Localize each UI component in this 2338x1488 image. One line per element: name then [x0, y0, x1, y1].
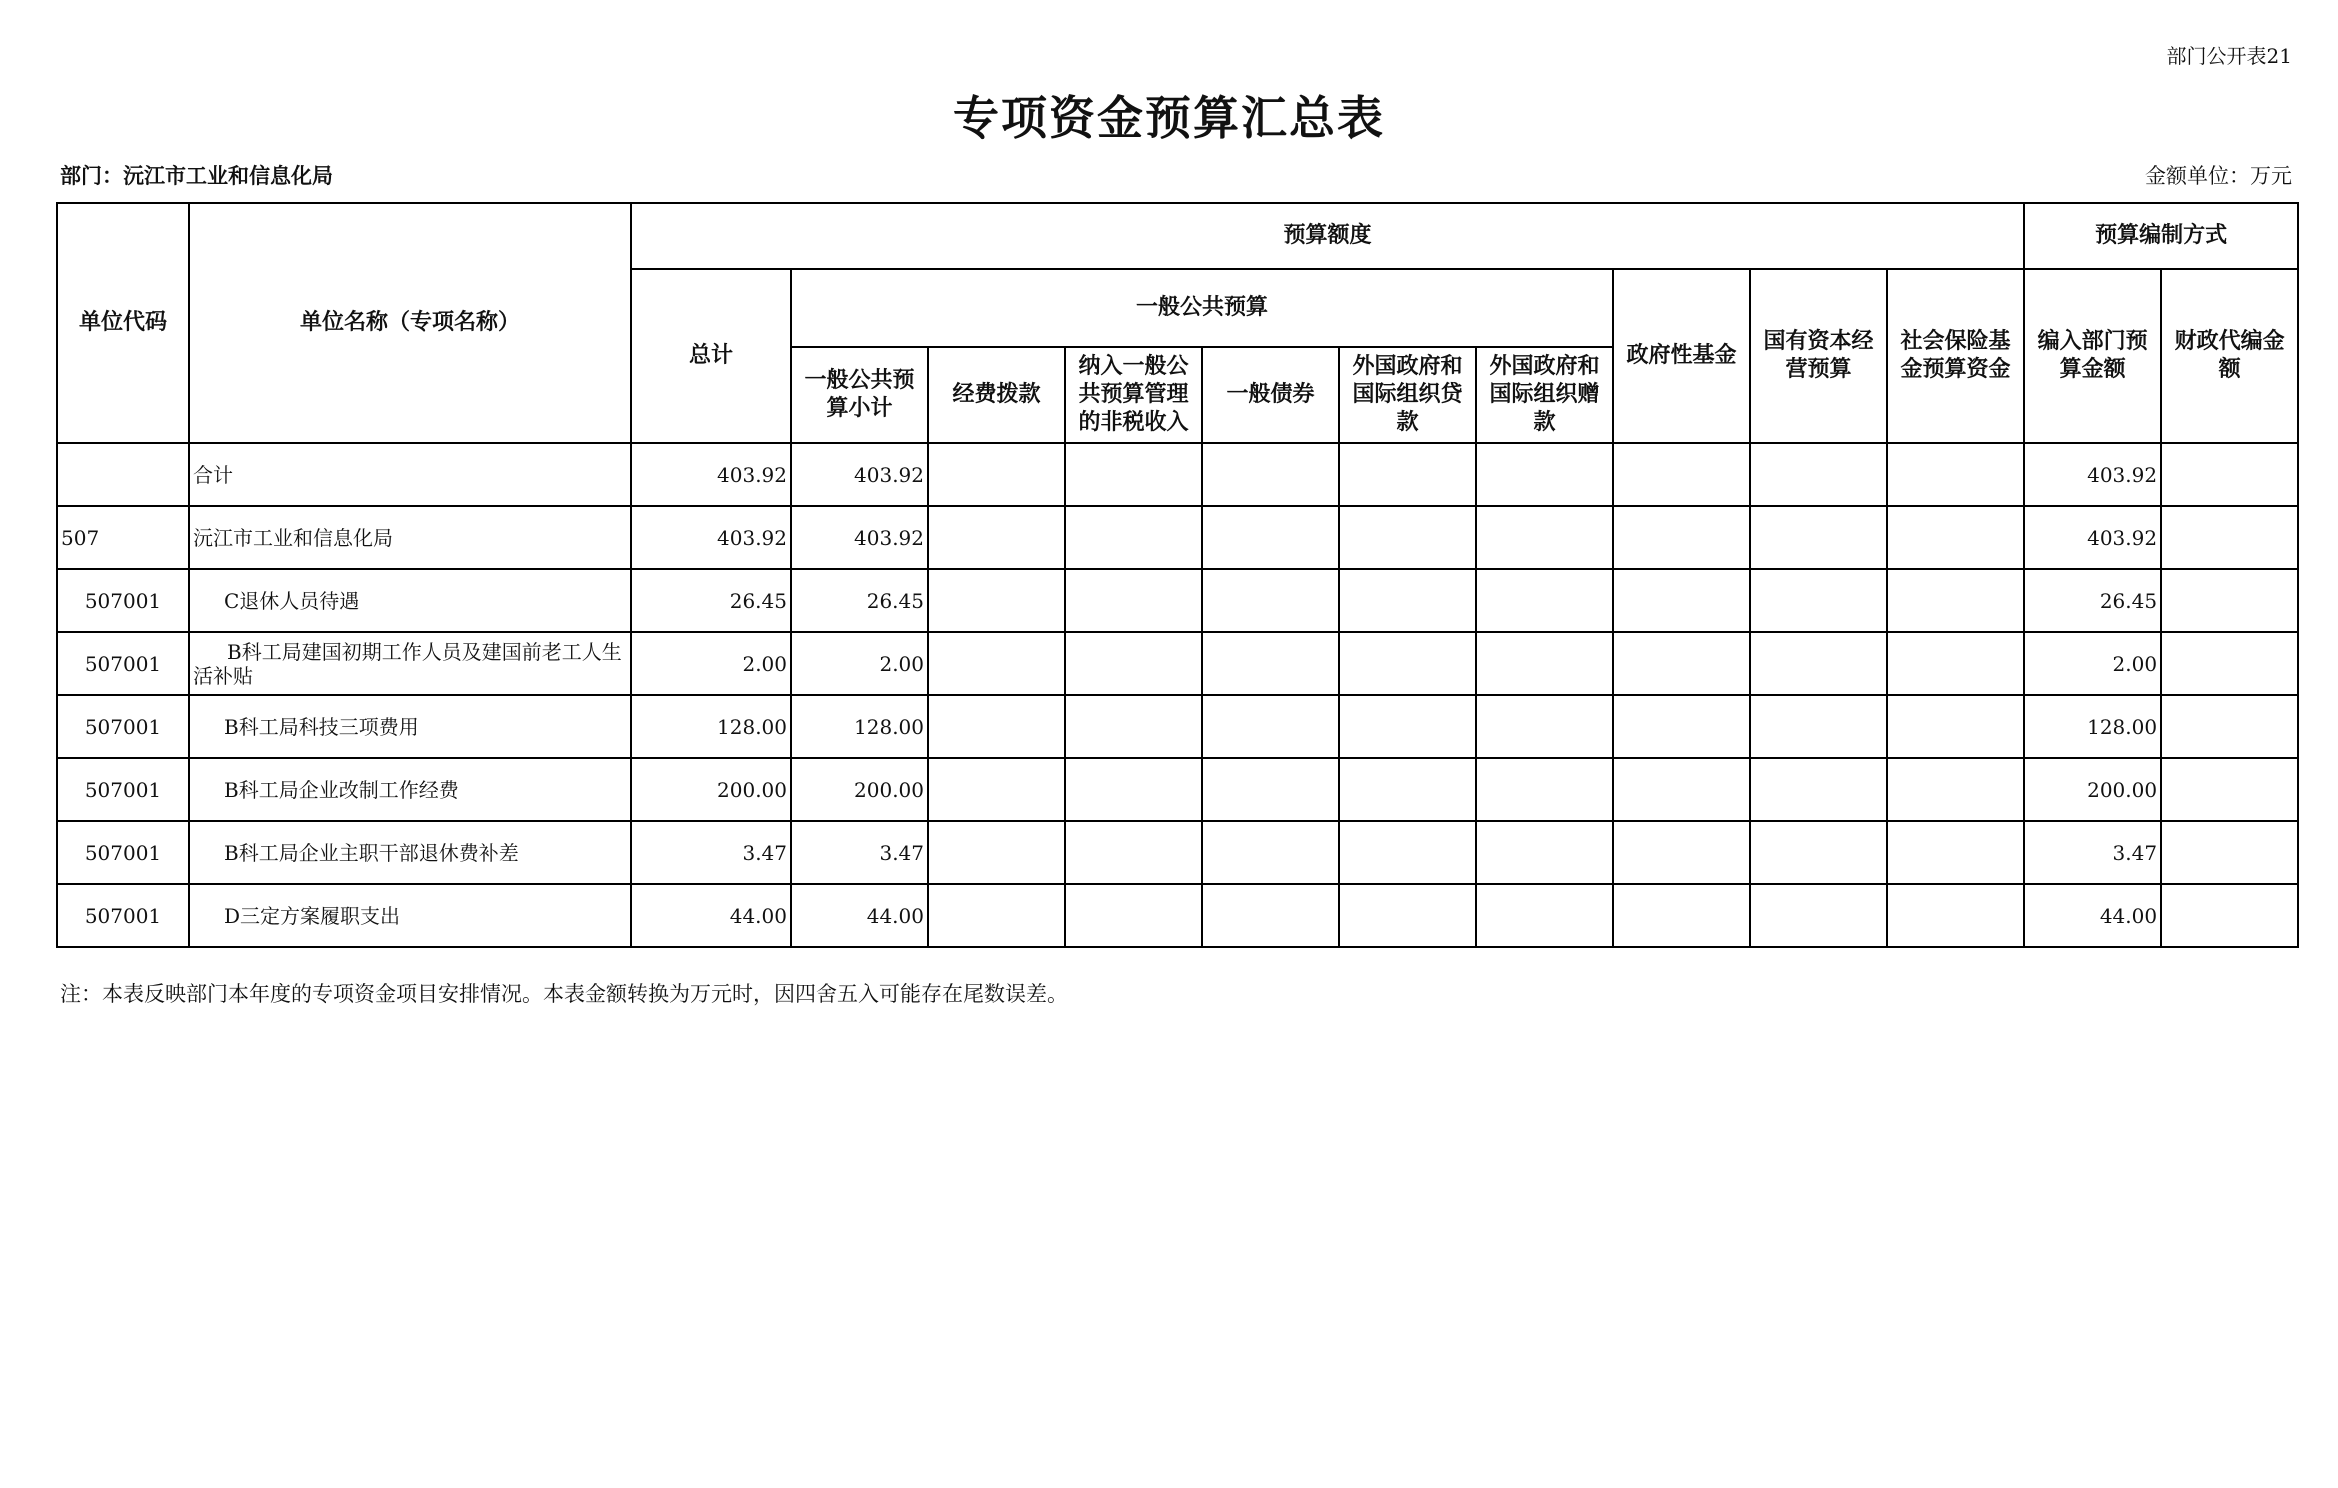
- row-dept-amount: 403.92: [2024, 506, 2161, 569]
- empty-cell: [1202, 821, 1339, 884]
- row-dept-amount: 44.00: [2024, 884, 2161, 947]
- empty-cell: [928, 632, 1065, 695]
- row-code: 507001: [57, 632, 189, 695]
- row-total: 3.47: [631, 821, 791, 884]
- empty-cell: [1202, 884, 1339, 947]
- empty-cell: [1065, 569, 1202, 632]
- empty-cell: [2161, 884, 2298, 947]
- row-name: B科工局科技三项费用: [189, 695, 631, 758]
- row-total: 403.92: [631, 506, 791, 569]
- empty-cell: [1750, 758, 1887, 821]
- row-total: 44.00: [631, 884, 791, 947]
- empty-cell: [1750, 506, 1887, 569]
- empty-cell: [1202, 695, 1339, 758]
- empty-cell: [1202, 569, 1339, 632]
- empty-cell: [1613, 884, 1750, 947]
- row-gpb-subtotal: 44.00: [791, 884, 928, 947]
- row-dept-amount: 3.47: [2024, 821, 2161, 884]
- row-total: 403.92: [631, 443, 791, 506]
- empty-cell: [1476, 569, 1613, 632]
- header-budget-amount: 预算额度: [631, 203, 2024, 269]
- row-dept-amount: 403.92: [2024, 443, 2161, 506]
- row-gpb-subtotal: 200.00: [791, 758, 928, 821]
- empty-cell: [1202, 632, 1339, 695]
- table-row: [57, 506, 2298, 569]
- row-code: 507001: [57, 821, 189, 884]
- empty-cell: [928, 758, 1065, 821]
- row-name: B科工局企业改制工作经费: [189, 758, 631, 821]
- form-number: 部门公开表21: [2166, 44, 2292, 68]
- empty-cell: [1887, 758, 2024, 821]
- header-unit-code: 单位代码: [57, 203, 189, 443]
- header-budget-method: 预算编制方式: [2024, 203, 2298, 269]
- table-row-total: [57, 443, 2298, 506]
- page-title: 专项资金预算汇总表: [953, 91, 1385, 145]
- empty-cell: [1887, 569, 2024, 632]
- empty-cell: [1887, 506, 2024, 569]
- row-name: D三定方案履职支出: [189, 884, 631, 947]
- empty-cell: [928, 695, 1065, 758]
- empty-cell: [1750, 821, 1887, 884]
- table-row: [57, 695, 2298, 758]
- row-dept-amount: 200.00: [2024, 758, 2161, 821]
- table-row: [57, 632, 2298, 695]
- header-government-fund: 政府性基金: [1613, 269, 1750, 443]
- empty-cell: [1613, 506, 1750, 569]
- empty-cell: [2161, 506, 2298, 569]
- row-gpb-subtotal: 3.47: [791, 821, 928, 884]
- empty-cell: [1339, 884, 1476, 947]
- row-code: 507001: [57, 569, 189, 632]
- row-name: B科工局建国初期工作人员及建国前老工人生活补贴: [189, 632, 631, 695]
- empty-cell: [928, 443, 1065, 506]
- empty-cell: [1887, 695, 2024, 758]
- header-total: 总计: [631, 269, 791, 443]
- empty-cell: [1613, 821, 1750, 884]
- empty-cell: [1202, 443, 1339, 506]
- empty-cell: [2161, 632, 2298, 695]
- row-code: 507001: [57, 758, 189, 821]
- empty-cell: [1613, 569, 1750, 632]
- row-dept-amount: 128.00: [2024, 695, 2161, 758]
- empty-cell: [928, 884, 1065, 947]
- header-state-capital-budget: 国有资本经营预算: [1750, 269, 1887, 443]
- empty-cell: [928, 506, 1065, 569]
- empty-cell: [1476, 884, 1613, 947]
- empty-cell: [1065, 884, 1202, 947]
- row-code: 507: [57, 506, 189, 569]
- empty-cell: [1339, 821, 1476, 884]
- empty-cell: [1339, 506, 1476, 569]
- empty-cell: [1476, 632, 1613, 695]
- empty-cell: [1202, 758, 1339, 821]
- empty-cell: [1065, 821, 1202, 884]
- row-name: C退休人员待遇: [189, 569, 631, 632]
- header-foreign-grants: 外国政府和国际组织赠款: [1476, 347, 1613, 443]
- row-dept-amount: 26.45: [2024, 569, 2161, 632]
- empty-cell: [928, 821, 1065, 884]
- empty-cell: [1750, 569, 1887, 632]
- row-dept-amount: 2.00: [2024, 632, 2161, 695]
- empty-cell: [1339, 632, 1476, 695]
- header-unit-name: 单位名称（专项名称）: [189, 203, 631, 443]
- empty-cell: [1887, 884, 2024, 947]
- header-social-security-fund: 社会保险基金预算资金: [1887, 269, 2024, 443]
- row-name: B科工局企业主职干部退休费补差: [189, 821, 631, 884]
- empty-cell: [1613, 758, 1750, 821]
- amount-unit-label: 金额单位：万元: [2145, 164, 2292, 188]
- row-gpb-subtotal: 128.00: [791, 695, 928, 758]
- empty-cell: [1476, 821, 1613, 884]
- table-row: [57, 569, 2298, 632]
- empty-cell: [1887, 443, 2024, 506]
- budget-table: [56, 202, 2299, 948]
- header-dept-budget-amount: 编入部门预算金额: [2024, 269, 2161, 443]
- header-non-tax-income: 纳入一般公共预算管理的非税收入: [1065, 347, 1202, 443]
- empty-cell: [1476, 758, 1613, 821]
- row-name: 合计: [189, 443, 631, 506]
- row-gpb-subtotal: 26.45: [791, 569, 928, 632]
- empty-cell: [1750, 632, 1887, 695]
- empty-cell: [1339, 443, 1476, 506]
- empty-cell: [928, 569, 1065, 632]
- row-total: 200.00: [631, 758, 791, 821]
- empty-cell: [2161, 569, 2298, 632]
- empty-cell: [1065, 632, 1202, 695]
- empty-cell: [1202, 506, 1339, 569]
- row-name: 沅江市工业和信息化局: [189, 506, 631, 569]
- row-total: 26.45: [631, 569, 791, 632]
- row-total: 2.00: [631, 632, 791, 695]
- empty-cell: [1613, 443, 1750, 506]
- empty-cell: [1065, 443, 1202, 506]
- empty-cell: [1339, 695, 1476, 758]
- row-code: 507001: [57, 695, 189, 758]
- department-label: 部门：沅江市工业和信息化局: [60, 164, 333, 188]
- empty-cell: [1065, 758, 1202, 821]
- empty-cell: [1065, 506, 1202, 569]
- empty-cell: [2161, 443, 2298, 506]
- header-fiscal-agency-amount: 财政代编金额: [2161, 269, 2298, 443]
- row-gpb-subtotal: 2.00: [791, 632, 928, 695]
- empty-cell: [1887, 821, 2024, 884]
- header-general-debt: 一般债券: [1202, 347, 1339, 443]
- empty-cell: [1339, 758, 1476, 821]
- empty-cell: [1339, 569, 1476, 632]
- empty-cell: [2161, 821, 2298, 884]
- empty-cell: [1476, 443, 1613, 506]
- row-gpb-subtotal: 403.92: [791, 443, 928, 506]
- header-general-public-budget: 一般公共预算: [791, 269, 1613, 347]
- empty-cell: [1065, 695, 1202, 758]
- row-gpb-subtotal: 403.92: [791, 506, 928, 569]
- row-code: [57, 443, 189, 506]
- empty-cell: [1476, 506, 1613, 569]
- empty-cell: [1750, 695, 1887, 758]
- empty-cell: [1887, 632, 2024, 695]
- header-gpb-subtotal: 一般公共预算小计: [791, 347, 928, 443]
- table-row: [57, 758, 2298, 821]
- row-code: 507001: [57, 884, 189, 947]
- table-row: [57, 884, 2298, 947]
- empty-cell: [2161, 695, 2298, 758]
- row-total: 128.00: [631, 695, 791, 758]
- footnote: 注：本表反映部门本年度的专项资金项目安排情况。本表金额转换为万元时，因四舍五入可能存在尾数误差。: [60, 982, 1068, 1006]
- header-foreign-loans: 外国政府和国际组织贷款: [1339, 347, 1476, 443]
- empty-cell: [1613, 695, 1750, 758]
- header-funding-allocation: 经费拨款: [928, 347, 1065, 443]
- empty-cell: [1750, 884, 1887, 947]
- empty-cell: [1613, 632, 1750, 695]
- empty-cell: [1750, 443, 1887, 506]
- empty-cell: [2161, 758, 2298, 821]
- empty-cell: [1476, 695, 1613, 758]
- table-row: [57, 821, 2298, 884]
